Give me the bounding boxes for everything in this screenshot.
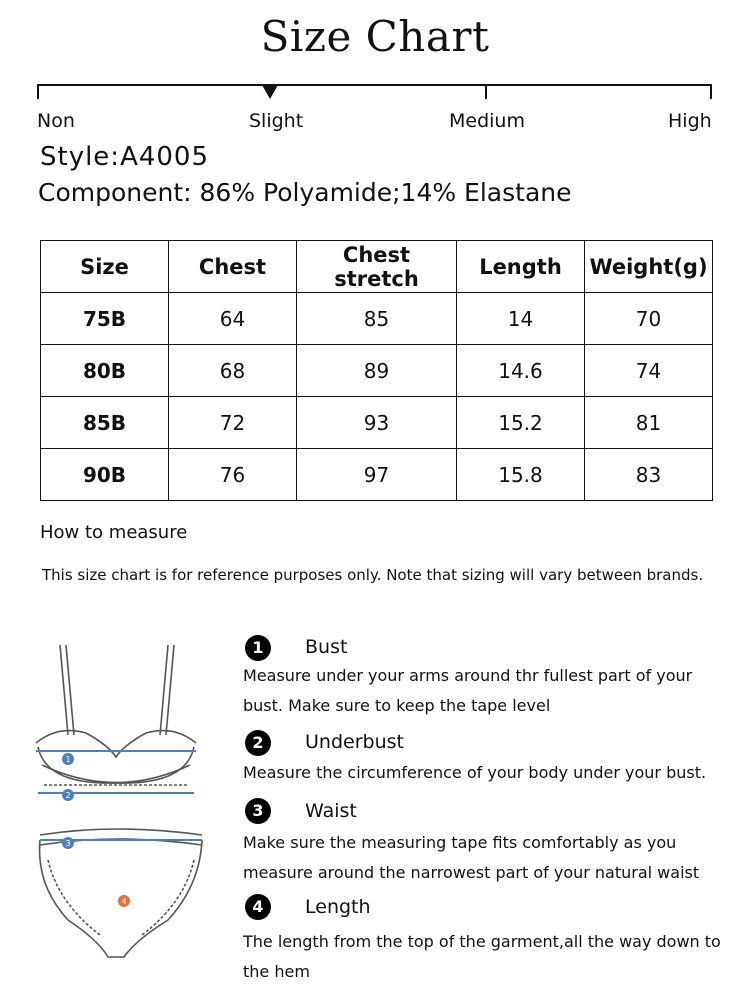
- table-cell: 70: [585, 293, 713, 345]
- marker-label: 3: [65, 839, 71, 848]
- table-cell: 68: [169, 345, 297, 397]
- step-text-underbust: Measure the circumference of your body under your bust.: [243, 763, 707, 782]
- bra-outline: [36, 645, 196, 785]
- table-cell: 81: [585, 397, 713, 449]
- header-weight: Weight(g): [585, 241, 713, 293]
- stretch-label-non: Non: [37, 110, 75, 132]
- table-header-row: [41, 241, 713, 293]
- page-title: Size Chart: [260, 12, 490, 61]
- step-number-2: 2: [245, 730, 271, 756]
- table-row: [41, 293, 713, 345]
- stretch-scale-marker: [262, 85, 278, 99]
- brief-outline: [40, 829, 202, 957]
- stretch-label-high: High: [668, 110, 712, 132]
- table-cell: 64: [169, 293, 297, 345]
- table-cell: 14: [457, 293, 585, 345]
- stretch-scale-line: [37, 84, 712, 86]
- step-number-3: 3: [245, 798, 271, 824]
- table-cell: 97: [297, 449, 457, 501]
- table-cell: 75B: [41, 293, 169, 345]
- step-title-underbust: Underbust: [305, 731, 404, 753]
- step-title-waist: Waist: [305, 800, 357, 822]
- table-cell: 14.6: [457, 345, 585, 397]
- step-title-length: Length: [305, 896, 371, 918]
- stretch-scale-tick: [37, 84, 39, 99]
- style-code: Style:A4005: [40, 142, 210, 172]
- table-row: [41, 449, 713, 501]
- stretch-scale-tick: [485, 84, 487, 99]
- how-to-measure-heading: How to measure: [40, 522, 188, 543]
- table-row: [41, 345, 713, 397]
- header-length: Length: [457, 241, 585, 293]
- stretch-label-medium: Medium: [449, 110, 525, 132]
- header-size: Size: [41, 241, 169, 293]
- table-cell: 80B: [41, 345, 169, 397]
- step-number-4: 4: [245, 894, 271, 920]
- table-cell: 15.8: [457, 449, 585, 501]
- table-cell: 76: [169, 449, 297, 501]
- table-row: [41, 397, 713, 449]
- table-cell: 83: [585, 449, 713, 501]
- table-cell: 74: [585, 345, 713, 397]
- table-cell: 85B: [41, 397, 169, 449]
- component-info: Component: 86% Polyamide;14% Elastane: [38, 178, 572, 207]
- table-cell: 90B: [41, 449, 169, 501]
- disclaimer-text: This size chart is for reference purposes only. Note that sizing will vary between brands.: [42, 566, 704, 584]
- header-chest-stretch: Chest stretch: [297, 241, 457, 293]
- step-text-length: The length from the top of the garment,all the way down to the hem: [243, 932, 721, 981]
- marker-label: 2: [65, 791, 71, 800]
- table-cell: 85: [297, 293, 457, 345]
- table-cell: 89: [297, 345, 457, 397]
- stretch-label-slight: Slight: [249, 110, 304, 132]
- table-cell: 15.2: [457, 397, 585, 449]
- header-chest: Chest: [169, 241, 297, 293]
- table-cell: 72: [169, 397, 297, 449]
- step-number-1: 1: [245, 635, 271, 661]
- step-title-bust: Bust: [305, 636, 348, 658]
- marker-label: 1: [65, 755, 71, 764]
- stretch-scale-tick: [710, 84, 712, 99]
- size-table: [40, 240, 713, 501]
- step-text-bust: Measure under your arms around thr fullest part of your bust. Make sure to keep the tape level: [243, 666, 693, 715]
- garment-illustration: [28, 635, 238, 975]
- step-text-waist: Make sure the measuring tape fits comfortably as you measure around the narrowest part of your natural waist: [243, 833, 700, 882]
- table-cell: 93: [297, 397, 457, 449]
- marker-label: 4: [121, 897, 127, 906]
